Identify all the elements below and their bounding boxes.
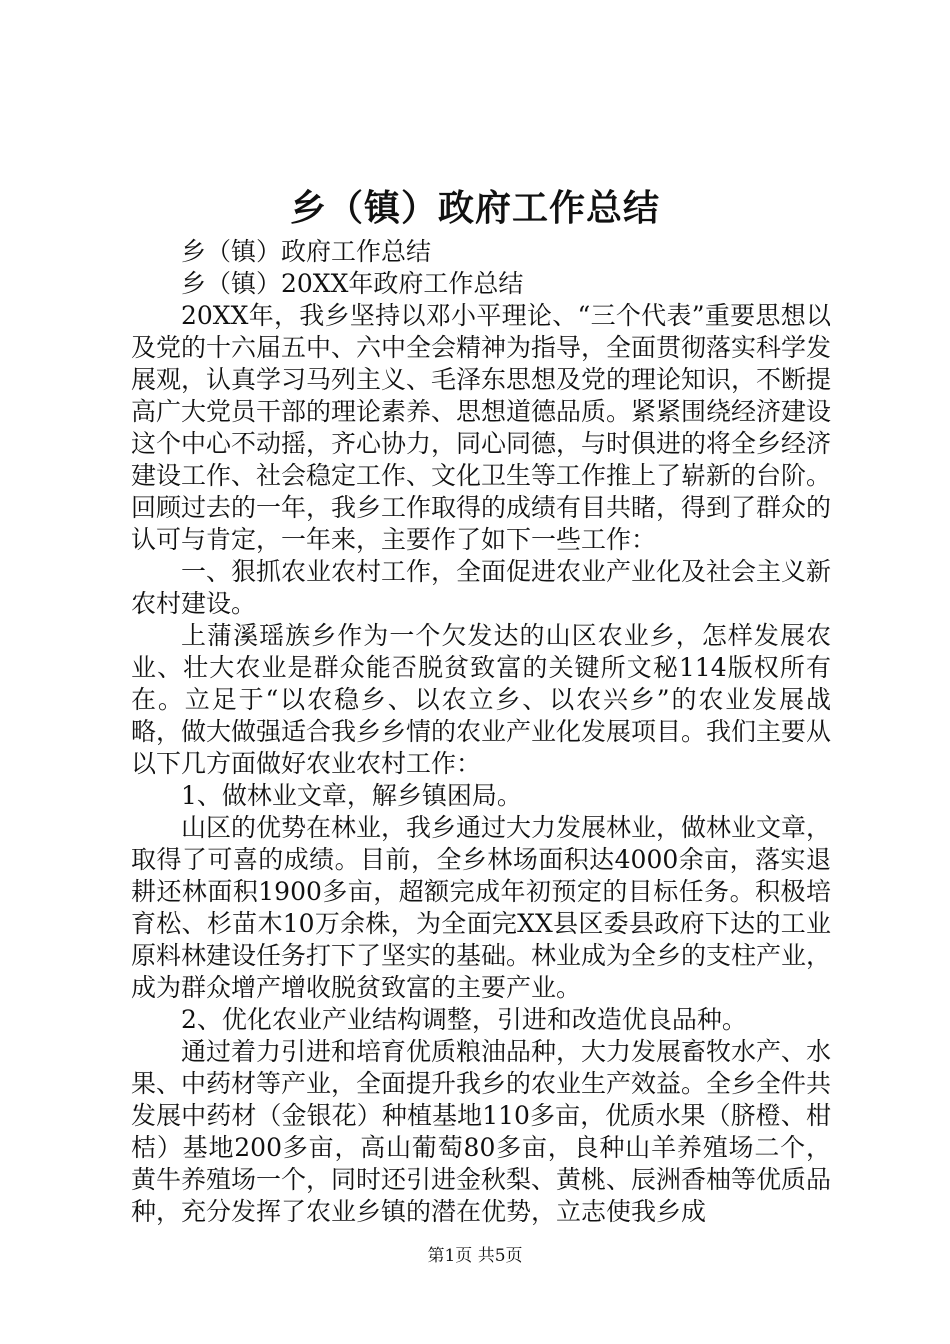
paragraph-subheading-1: 1、做林业文章，解乡镇困局。 [181, 781, 522, 810]
page-number: 第1页 共5页 [427, 1246, 523, 1266]
paragraph-subtitle: 乡（镇）政府工作总结 [181, 237, 432, 266]
paragraph-intro: 20XX年，我乡坚持以邓小平理论、“三个代表”重要思想以及党的十六届五中、六中全会精神为指导，全面贯彻落实科学发展观，认真学习马列主义、毛泽东思想及党的理论知识，不断提高广大党员干部的理论素养、思想道德品质。紧紧围绕经济建设这个中心不动摇，齐心协力，同心同德，与时俱进的将全乡经济建设工作、社会稳定工作、文化卫生等工作推上了崭新的台阶。回顾过去的一年，我乡工作取得的成绩有目共睹，得到了群众的认可与肯定，一年来，主要作了如下一些工作： [131, 301, 832, 554]
paragraph-varieties: 通过着力引进和培育优质粮油品种，大力发展畜牧水产、水果、中药材等产业，全面提升我乡的农业生产效益。全乡全件共发展中药材（金银花）种植基地110多亩，优质水果（脐橙、柑桔）基地200多亩，高山葡萄80多亩，良种山羊养殖场二个，黄牛养殖场一个，同时还引进金秋梨、黄桃、辰洲香柚等优质品种，充分发挥了农业乡镇的潜在优势，立志使我乡成 [131, 1037, 832, 1226]
paragraph-subheading-2: 2、优化农业产业结构调整，引进和改造优良品种。 [181, 1005, 747, 1034]
paragraph-heading-1: 一、狠抓农业农村工作，全面促进农业产业化及社会主义新农村建设。 [131, 557, 832, 618]
document-title: 乡（镇）政府工作总结 [289, 187, 660, 229]
paragraph-agriculture: 上蒲溪瑶族乡作为一个欠发达的山区农业乡，怎样发展农业、壮大农业是群众能否脱贫致富的关键所文秘114版权所有在。立足于“以农稳乡、以农立乡、以农兴乡”的农业发展战略，做大做强适合我乡乡情的农业产业化发展项目。我们主要从以下几方面做好农业农村工作： [131, 621, 832, 778]
document-body [131, 236, 831, 1228]
paragraph-forestry: 山区的优势在林业，我乡通过大力发展林业，做林业文章，取得了可喜的成绩。目前，全乡林场面积达4000余亩，落实退耕还林面积1900多亩，超额完成年初预定的目标任务。积极培育松、杉苗木10万余株，为全面完XX县区委县政府下达的工业原料林建设任务打下了坚实的基础。林业成为全乡的支柱产业，成为群众增产增收脱贫致富的主要产业。 [131, 813, 832, 1002]
paragraph-year-title: 乡（镇）20XX年政府工作总结 [181, 269, 524, 298]
